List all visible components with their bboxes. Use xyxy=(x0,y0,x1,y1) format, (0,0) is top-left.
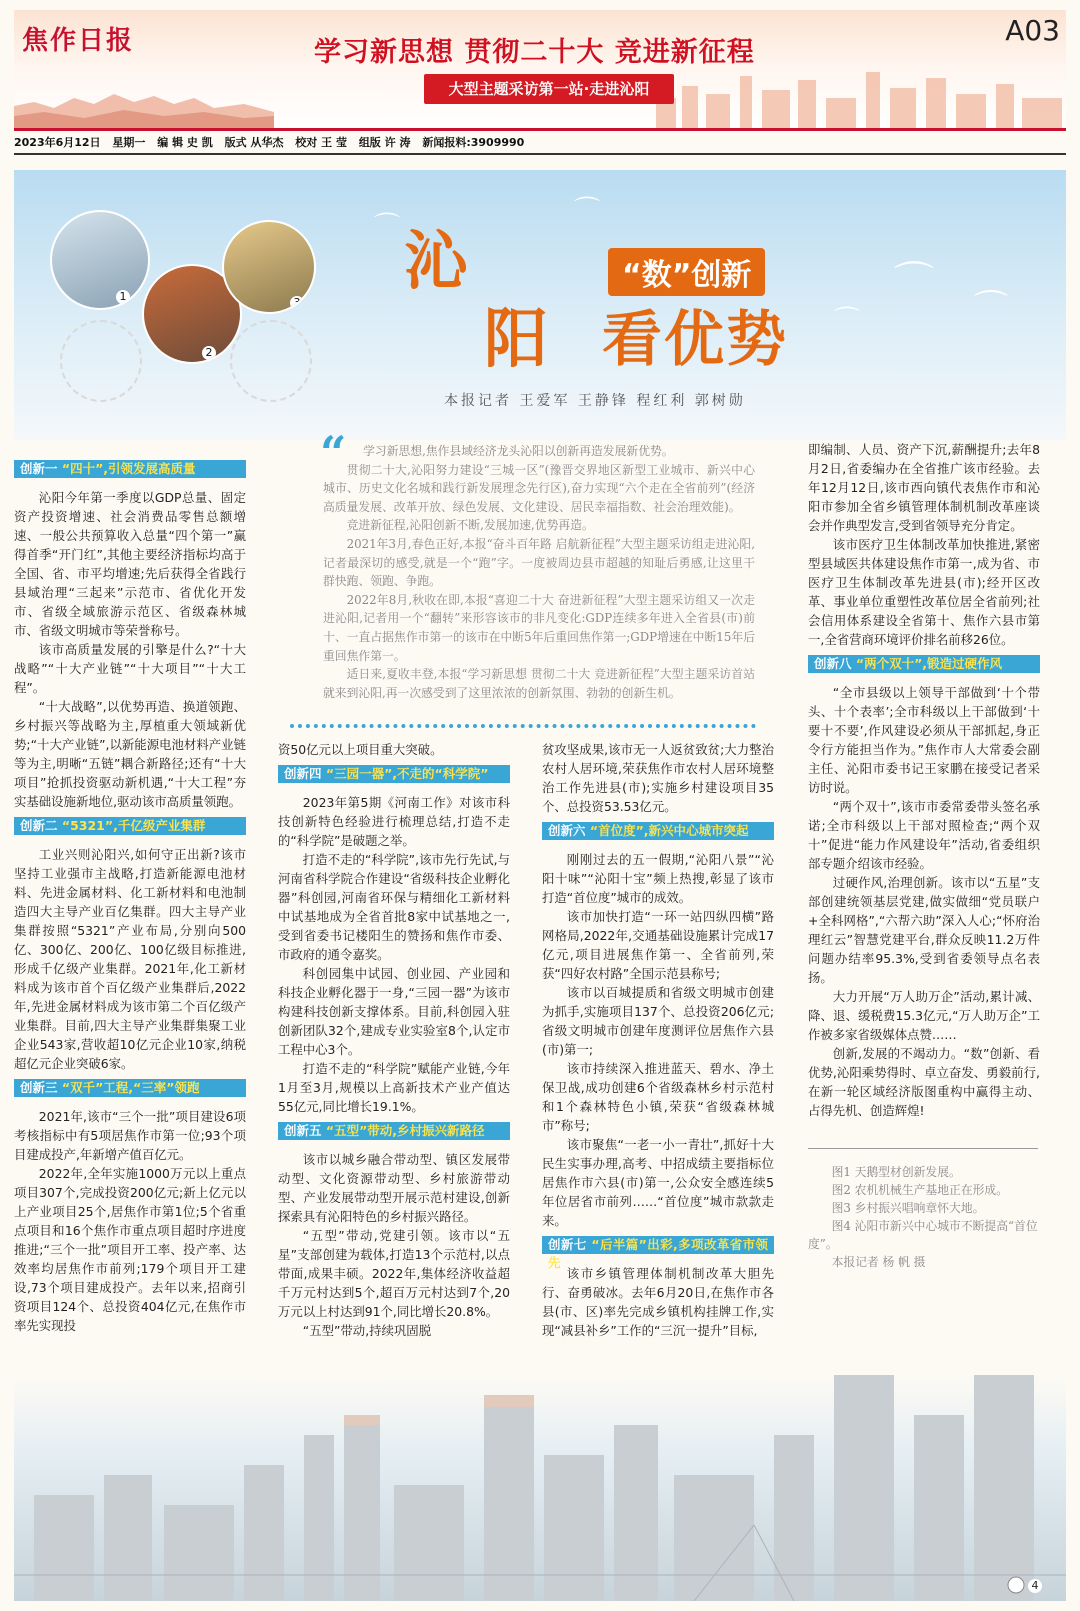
title-shu-chuangxin: “数”创新 xyxy=(608,248,765,296)
paragraph: 刚刚过去的五一假期,“沁阳八景”“沁阳十味”“沁阳十宝”频上热搜,彰显了该市打造“首位度”城市的成效。 xyxy=(542,852,774,905)
column-2 xyxy=(278,740,510,1340)
paragraph: 过硬作风,治理创新。该市以“五星”支部创建统领基层党建,做实做细“党员联户+全科网格”,“六帮六助”深入人心;“怀府治理红云”智慧党建平台,群众反映11.2万件问题办结率95.3%,受到省委领导点名表扬。 xyxy=(808,875,1040,985)
section-title: “首位度”,新兴中心城市突起 xyxy=(589,823,749,838)
paragraph: 科创园集中试园、创业园、产业园和科技企业孵化器于一身,“三园一器”为该市构建科技创新支撑体系。目前,科创园入驻创新团队32个,建成专业实验室8个,认定市工程中心3个。 xyxy=(278,966,510,1057)
gull-icon: ⌒ xyxy=(834,306,861,336)
lead-paragraph: 竞进新征程,沁阳创新不断,发展加速,优势再造。 xyxy=(346,518,594,533)
column-4 xyxy=(808,440,1040,1120)
section-title: “双千”工程,“三率”领跑 xyxy=(61,1080,200,1095)
editor-credit: 编 辑 史 凯 xyxy=(157,136,213,149)
title-char-qin: 沁 xyxy=(404,224,468,299)
caption-rule xyxy=(808,1148,1038,1149)
great-wall-illustration xyxy=(14,68,274,128)
photo-3-number: 3 xyxy=(290,296,304,310)
paragraph: 该市以百城提质和省级文明城市创建为抓手,实施项目137个、总投资206亿元;省级文明城市创建年度测评位居焦作六县(市)第一; xyxy=(542,985,774,1057)
title-kan-youshi: 看优势 xyxy=(602,305,788,375)
column-1 xyxy=(14,454,246,1335)
lead-paragraph: 适日来,夏收丰登,本报“学习新思想 贯彻二十大 竞进新征程”大型主题采访首站就来到沁阳,再一次感受到了这里浓浓的创新氛围、勃勃的创新生机。 xyxy=(323,667,755,700)
section-label: 创新六 xyxy=(548,823,586,838)
hero-banner xyxy=(14,170,1066,440)
issue-weekday: 星期一 xyxy=(112,136,146,149)
photo-3 xyxy=(222,220,316,314)
paragraph: 2022年,全年实施1000万元以上重点项目307个,完成投资200亿元;新上亿元以上产业项目25个,居焦作市第1位;5个省重点项目和16个焦作市重点项目超时序进度推进;“三个一批”项目开工率、投产率、达效率均居焦作市前列;179个项目开工建设,73个项目建成投产。去年以来,招商引资项目124个、总投资404亿元,在焦作市率先实现投 xyxy=(14,1166,246,1333)
section-label: 创新三 xyxy=(20,1080,58,1095)
page-number: A03 xyxy=(1005,14,1060,47)
caption: 图2 农机机械生产基地正在形成。 xyxy=(831,1183,1009,1197)
section-label: 创新八 xyxy=(814,656,852,671)
paragraph: 创新,发展的不竭动力。“数”创新、看优势,沁阳乘势得时、卓立奋发、勇毅前行,在新一轮区域经济版图重构中赢得主动、占得先机、创造辉煌! xyxy=(808,1046,1040,1118)
lead-paragraph: 2021年3月,春色正好,本报“奋斗百年路 启航新征程”大型主题采访组走进沁阳,记者最深切的感受,就是一个“跑”字。一度被周边县市超越的知耻后勇感,让这里干群快跑、领跑、争跑。 xyxy=(323,536,755,589)
gull-icon: ⌒ xyxy=(894,259,934,305)
section-title: “两个双十”,锻造过硬作风 xyxy=(855,656,1003,671)
paragraph: 该市持续深入推进蓝天、碧水、净土保卫战,成功创建6个省级森林乡村示范村和1个森林特色小镇,荣获“省级森林城市”称号; xyxy=(542,1061,774,1133)
section-heading-7 xyxy=(542,1236,774,1270)
page-headline: 学习新思想 贯彻二十大 竞进新征程 xyxy=(314,37,755,68)
section-label: 创新一 xyxy=(20,461,58,476)
paragraph: 2023年第5期《河南工作》对该市科技创新特色经验进行梳理总结,打造不走的“科学院”是破题之举。 xyxy=(278,795,510,848)
paragraph: 即编制、人员、资产下沉,薪酬提升;去年8月2日,省委编办在全省推广该市经验。去年12月12日,该市西向镇代表焦作市和沁阳市参加全省乡镇管理体制机制改革座谈会并作典型发言,受到省领导充分肯定。 xyxy=(808,442,1040,533)
issue-date: 2023年6月12日 xyxy=(14,136,101,149)
paragraph: 打造不走的“科学院”,该市先行先试,与河南省科学院合作建设“省级科技企业孵化器”科创园,河南省环保与精细化工新材料中试基地成为全省首批8家中试基地之一,受到省委书记楼阳生的赞扬和焦作市委、市政府的通令嘉奖。 xyxy=(278,852,510,962)
masthead xyxy=(14,10,1066,131)
paragraph: 该市乡镇管理体制机制改革大胆先行、奋勇破冰。去年6月20日,在焦作市各县(市、区)率先完成乡镇机构挂牌工作,实现“减县补乡”工作的“三沉一提升”目标, xyxy=(542,1266,774,1338)
photo-1 xyxy=(50,210,150,310)
paragraph: “全市县级以上领导干部做到‘十个带头、十个表率’;全市科级以上干部做到‘十要十不要’,作风建设必须从干部抓起,身正令行方能担当作为。”焦作市人大常委会副主任、沁阳市委书记王家鹏在接受记者采访时说。 xyxy=(808,685,1040,795)
lead-intro xyxy=(323,442,755,702)
paragraph: 该市聚焦“一老一小一青壮”,抓好十大民生实事办理,高考、中招成绩主要指标位居焦作市六县(市)第一,公众安全感连续5年位居省市前列……“首位度”城市款款走来。 xyxy=(542,1137,774,1228)
section-heading-8 xyxy=(808,655,1040,673)
paragraph: 该市高质量发展的引擎是什么?“十大战略”“十大产业链”“十大项目”“十大工程”。 xyxy=(14,642,246,695)
caption: 图1 天鹅型材创新发展。 xyxy=(831,1165,961,1179)
column-3 xyxy=(542,740,774,1340)
section-label: 创新七 xyxy=(548,1237,587,1252)
compose-credit: 组版 许 涛 xyxy=(358,136,411,149)
gull-icon: ⌒ xyxy=(574,196,601,226)
section-title: “五型”带动,乡村振兴新路径 xyxy=(325,1123,485,1138)
paragraph: 打造不走的“科学院”赋能产业链,今年1月至3月,规模以上高新技术产业产值达55亿元,同比增长19.1%。 xyxy=(278,1061,510,1114)
paragraph: 2021年,该市“三个一批”项目建设6项考核指标中有5项居焦作市第一位;93个项目建成投产,年新增产值百亿元。 xyxy=(14,1109,246,1162)
gull-icon: ⌒ xyxy=(374,212,401,242)
paper-name-logo: 焦作日报 xyxy=(22,26,135,56)
reporter-byline: 本报记者 王爱军 王静锋 程红利 郭树勋 xyxy=(444,393,746,409)
paragraph: 沁阳今年第一季度以GDP总量、固定资产投资增速、社会消费品零售总额增速、一般公共预算收入总量“四个第一”赢得首季“开门红”,其他主要经济指标均高于全国、省、市平均增速;先后获得全省践行县域治理“三起来”示范市、省优化开发市、省级全域旅游示范区、省级森林城市、省级文明城市等荣誉称号。 xyxy=(14,490,246,638)
photo-4-number: 4 xyxy=(1028,1579,1042,1593)
news-hotline: 新闻报料:3909990 xyxy=(422,136,525,149)
proof-credit: 校对 王 莹 xyxy=(295,136,347,149)
section-heading-3 xyxy=(14,1079,246,1097)
decorative-ring xyxy=(60,320,142,402)
section-heading-6 xyxy=(542,822,774,840)
paragraph: “十大战略”,以优势再造、换道领跑、乡村振兴等战略为主,厚植重大领域新优势;“十大产业链”,以新能源电池材料产业链等为主,明晰“五链”耦合新路径;还有“十大项目”抢抓投资驱动新机遇,“十大工程”夯实基础设施新地位,驱动该市高质量领跑。 xyxy=(14,699,246,809)
section-title: “四十”,引领发展高质量 xyxy=(61,461,196,476)
section-title: “5321”,千亿级产业集群 xyxy=(61,818,206,833)
paragraph: 该市医疗卫生体制改革加快推进,紧密型县域医共体建设焦作市第一,成为省、市医疗卫生体制改革先进县(市);经开区改革、事业单位重塑性改革位居全省前列;社会信用体系建设全省第十、焦作六县市第一,全省营商环境评价排名前移26位。 xyxy=(808,537,1040,647)
section-label: 创新二 xyxy=(20,818,58,833)
caption: 图4 沁阳市新兴中心城市不断提高“首位度”。 xyxy=(808,1219,1038,1251)
section-heading-2 xyxy=(14,817,246,835)
dotted-divider xyxy=(290,724,756,732)
caption: 图3 乡村振兴唱响章怀大地。 xyxy=(831,1201,985,1215)
section-heading-4 xyxy=(278,765,510,783)
sub-banner: 大型主题采访第一站·走进沁阳 xyxy=(424,74,674,104)
photo-2-number: 2 xyxy=(202,346,216,360)
gull-icon: ⌒ xyxy=(974,288,1008,328)
city-panorama-photo xyxy=(14,1375,1066,1601)
photo-credit: 本报记者 杨 帆 摄 xyxy=(831,1255,926,1269)
paragraph: 资50亿元以上项目重大突破。 xyxy=(278,742,443,757)
section-heading-5 xyxy=(278,1122,510,1140)
section-title: “后半篇”出彩,多项改革省市领先 xyxy=(548,1237,768,1270)
layout-credit: 版式 从华杰 xyxy=(224,136,284,149)
lead-paragraph: 2022年8月,秋收在即,本报“喜迎二十大 奋进新征程”大型主题采访组又一次走进沁阳,记者用一个“翻转”来形容该市的非凡变化:GDP连续多年进入全省县(市)前十、一直占据焦作市第一的该市在中断5年后重回焦作第一;GDP增速在中断15年后重回焦作第一。 xyxy=(323,592,755,663)
paragraph: “五型”带动,持续巩固脱 xyxy=(302,1323,432,1338)
header-rule xyxy=(14,153,1066,155)
paragraph: 大力开展“万人助万企”活动,累计减、降、退、缓税费15.3亿元,“万人助万企”工作被多家省级媒体点赞…… xyxy=(808,989,1040,1042)
lead-paragraph: 学习新思想,焦作县域经济龙头沁阳以创新再造发展新优势。 xyxy=(363,444,674,458)
paragraph: 该市以城乡融合带动型、镇区发展带动型、文化资源带动型、乡村旅游带动型、产业发展带动型开展示范村建设,创新探索具有沁阳特色的乡村振兴路径。 xyxy=(278,1152,510,1224)
paragraph: 贫攻坚成果,该市无一人返贫致贫;大力整治农村人居环境,荣获焦作市农村人居环境整治工作先进县(市);实施乡村建设项目35个、总投资53.53亿元。 xyxy=(542,742,774,814)
section-label: 创新五 xyxy=(284,1123,322,1138)
decorative-ring xyxy=(230,320,312,402)
lead-paragraph: 贯彻二十大,沁阳努力建设“三城一区”(豫晋交界地区新型工业城市、新兴中心城市、历史文化名城和践行新发展理念先行区),奋力实现“六个走在全省前列”(经济高质量发展、改革开放、绿色发展、文化建设、居民幸福指数、社会治理效能)。 xyxy=(323,462,755,514)
paragraph: 该市加快打造“一环一站四纵四横”路网格局,2022年,交通基础设施累计完成17亿元,项目进展焦作第一、全省前列,荣获“四好农村路”全国示范县称号; xyxy=(542,909,774,981)
title-char-yang: 阳 xyxy=(484,302,548,377)
paragraph: “两个双十”,该市市委常委带头签名承诺;全市科级以上干部对照检查;“两个双十”促进“能力作风建设年”活动,省委组织部专题介绍该市经验。 xyxy=(808,799,1040,871)
paragraph: 工业兴则沁阳兴,如何守正出新?该市坚持工业强市主战略,打造新能源电池材料、先进金属材料、化工新材料和电池制造四大主导产业百亿集群。四大主导产业集群按照“5321”产业布局,分别向500亿、300亿、200亿、100亿级目标推进,形成千亿级产业集群。2021年,化工新材料成为该市首个百亿级产业集群后,2022年,先进金属材料成为该市第二个百亿级产业集群。目前,四大主导产业集群集聚工业企业543家,营收超10亿元企业10家,纳税超亿元企业突破6家。 xyxy=(14,847,246,1071)
photo-1-number: 1 xyxy=(116,290,130,304)
edition-info-line xyxy=(14,134,1066,150)
section-label: 创新四 xyxy=(284,766,322,781)
section-heading-1 xyxy=(14,460,246,478)
section-title: “三园一器”,不走的“科学院” xyxy=(325,766,489,781)
paragraph: “五型”带动,党建引领。该市以“五星”支部创建为载体,打造13个示范村,以点带面,成果丰硕。2022年,集体经济收益超千万元村达到5个,超百万元村达到7个,20万元以上村达到91个,同比增长20.8%。 xyxy=(278,1228,510,1319)
quote-mark-icon: “ xyxy=(320,426,347,480)
city-panorama-illustration xyxy=(14,1375,1066,1601)
photo-captions xyxy=(808,1163,1038,1271)
